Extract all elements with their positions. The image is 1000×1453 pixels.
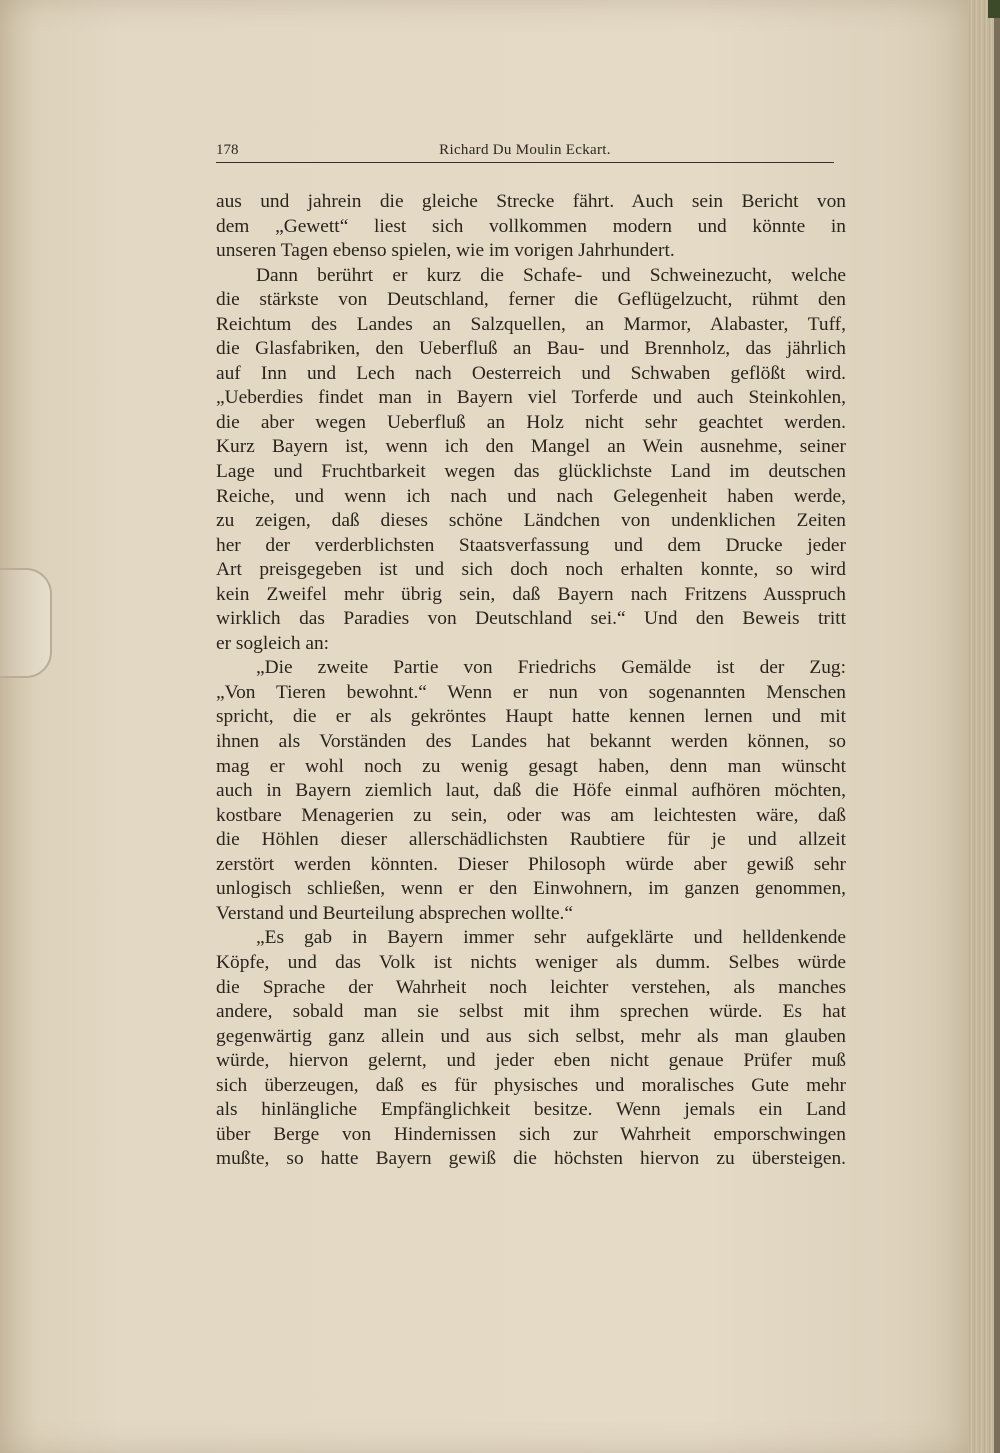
body-text (216, 190, 846, 1172)
book-cover-edge (994, 0, 1000, 1453)
page-number: 178 (216, 142, 239, 158)
text-line: Reichtum des Landes an Salzquellen, an Marmor, Alabaster, Tuff, (216, 313, 846, 335)
text-line: Art preisgegeben ist und sich doch noch erhalten konnte, so wird (216, 559, 846, 581)
text-line: mußte, so hatte Bayern gewiß die höchsten hiervon zu übersteigen. (216, 1148, 846, 1170)
text-line: aus und jahrein die gleiche Strecke fährt. Auch sein Bericht von (216, 191, 846, 212)
text-line: Lage und Fruchtbarkeit wegen das glücklichste Land im deutschen (216, 461, 846, 483)
text-line: auch in Bayern ziemlich laut, daß die Höfe einmal aufhören möchten, (216, 780, 846, 802)
text-line: „Die zweite Partie von Friedrichs Gemälde ist der Zug: (256, 657, 846, 679)
running-header (216, 138, 834, 163)
text-line: die Glasfabriken, den Ueberfluß an Bau- und Brennholz, das jährlich (216, 338, 846, 360)
page-clip (0, 568, 52, 678)
text-line: „Ueberdies findet man in Bayern viel Torferde und auch Steinkohlen, (216, 387, 846, 409)
text-line: Verstand und Beurteilung absprechen wollte.“ (216, 902, 574, 924)
text-line: spricht, die er als gekröntes Haupt hatte kennen lernen und mit (216, 706, 846, 728)
text-line: die aber wegen Ueberfluß an Holz nicht sehr geachtet werden. (216, 411, 846, 433)
text-line: ihnen als Vorständen des Landes hat bekannt werden können, so (216, 731, 846, 753)
text-line: Dann berührt er kurz die Schafe- und Schweinezucht, welche (256, 264, 846, 286)
text-line: kostbare Menagerien zu sein, oder was am leichtesten wäre, daß (216, 804, 846, 826)
text-line: die stärkste von Deutschland, ferner die Geflügelzucht, rühmt den (216, 289, 846, 311)
text-line: Köpfe, und das Volk ist nichts weniger als dumm. Selbes würde (216, 951, 846, 973)
text-line: zu zeigen, daß dieses schöne Ländchen von undenklichen Zeiten (216, 510, 846, 532)
text-line: auf Inn und Lech nach Oesterreich und Schwaben geflößt wird. (216, 362, 846, 384)
text-line: Reiche, und wenn ich nach und nach Gelegenheit haben werde, (216, 485, 846, 507)
text-line: zerstört werden könnten. Dieser Philosoph würde aber gewiß sehr (216, 853, 846, 875)
text-line: wirklich das Paradies von Deutschland sei.“ Und den Beweis tritt (216, 608, 846, 630)
text-line: kein Zweifel mehr übrig sein, daß Bayern nach Fritzens Ausspruch (216, 583, 846, 605)
text-line: Kurz Bayern ist, wenn ich den Mangel an Wein ausnehme, seiner (216, 436, 846, 458)
text-line: unlogisch schließen, wenn er den Einwohnern, im ganzen genommen, (216, 878, 846, 900)
text-line: unseren Tagen ebenso spielen, wie im vorigen Jahrhundert. (216, 240, 675, 262)
text-line: andere, sobald man sie selbst mit ihm sprechen würde. Es hat (216, 1001, 846, 1023)
text-line: „Es gab in Bayern immer sehr aufgeklärte und helldenkende (256, 927, 846, 949)
running-title: Richard Du Moulin Eckart. (439, 142, 611, 158)
cover-corner (988, 0, 1000, 18)
text-line: „Von Tieren bewohnt.“ Wenn er nun von sogenannten Menschen (216, 681, 846, 703)
text-line: sich überzeugen, daß es für physisches und moralisches Gute mehr (216, 1074, 846, 1096)
text-line: er sogleich an: (216, 632, 330, 654)
text-line: die Höhlen dieser allerschädlichsten Raubtiere für je und allzeit (216, 829, 846, 851)
text-line: die Sprache der Wahrheit noch leichter verstehen, als manches (216, 976, 846, 998)
text-line: dem „Gewett“ liest sich vollkommen modern und könnte in (216, 215, 846, 237)
text-line: mag er wohl noch zu wenig gesagt haben, denn man wünscht (216, 755, 846, 777)
text-line: über Berge von Hindernissen sich zur Wahrheit emporschwingen (216, 1123, 846, 1145)
text-line: gegenwärtig ganz allein und aus sich selbst, mehr als man glauben (216, 1025, 846, 1047)
text-line: her der verderblichsten Staatsverfassung und dem Drucke jeder (216, 534, 846, 556)
text-line: würde, hiervon gelernt, und jeder eben nicht genaue Prüfer muß (216, 1050, 846, 1072)
text-line: als hinlängliche Empfänglichkeit besitze. Wenn jemals ein Land (216, 1099, 846, 1121)
